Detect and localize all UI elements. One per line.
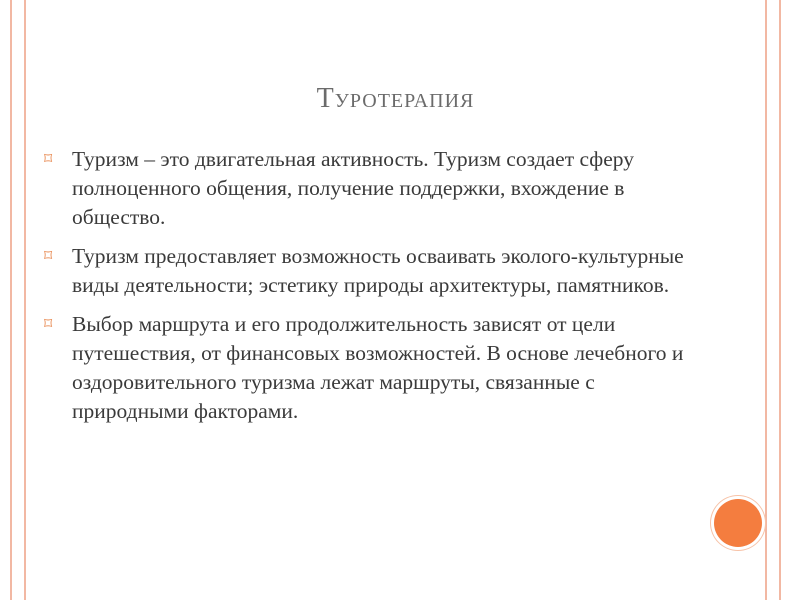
decorative-circle-icon: [714, 499, 762, 547]
bullet-list: [44, 145, 704, 436]
square-bullet-icon: ⌑: [44, 316, 53, 333]
frame-line-left-outer: [10, 0, 12, 600]
bullet-text-2: Туризм предоставляет возможность осваивать эколого-культурные виды деятельности; эстетику природы архитектуры, памятников.: [72, 244, 684, 297]
bullet-item-2: [44, 242, 704, 300]
bullet-item-1: [44, 145, 704, 232]
bullet-text-1: Туризм – это двигательная активность. Туризм создает сферу полноценного общения, получение поддержки, вхождение в общество.: [72, 147, 634, 229]
bullet-item-3: [44, 310, 704, 426]
slide-title: Туротерапия: [316, 83, 475, 114]
square-bullet-icon: ⌑: [44, 151, 53, 168]
bullet-text-3: Выбор маршрута и его продолжительность зависят от цели путешествия, от финансовых возможностей. В основе лечебного и оздоровительного туризма лежат маршруты, связанные с природными факторами.: [72, 312, 684, 423]
frame-line-right-inner: [765, 0, 767, 600]
square-bullet-icon: ⌑: [44, 248, 53, 265]
frame-line-right-outer: [779, 0, 781, 600]
